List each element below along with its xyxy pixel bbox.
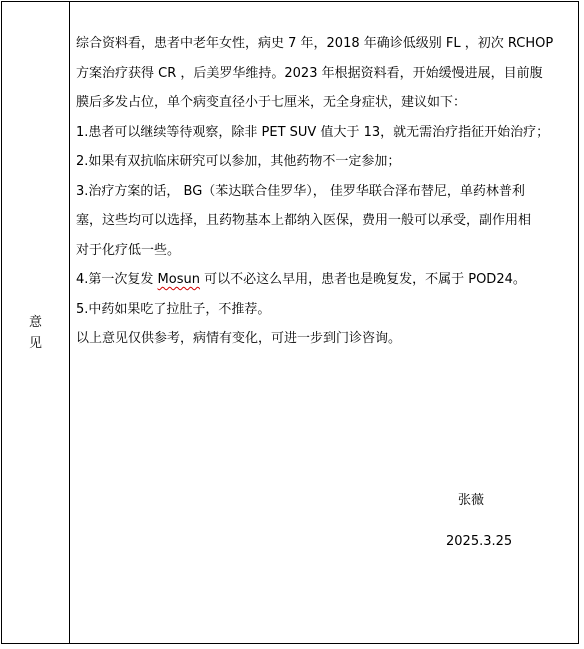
recommendation-3-cont: 塞，这些均可以选择，且药物基本上都纳入医保，费用一般可以承受，副作用相 xyxy=(76,213,532,228)
paragraph-line: 膜后多发占位，单个病变直径小于七厘米，无全身症状，建议如下： xyxy=(76,95,467,110)
paragraph-line: 方案治疗获得 CR ，后美罗华维持。2023 年根据资料看，开始缓慢进展，目前腹 xyxy=(76,65,543,81)
signature-name: 张薇 xyxy=(458,493,485,508)
column-divider xyxy=(69,2,70,643)
label-char-2: 见 xyxy=(28,336,42,351)
rec4-prefix: 4.第一次复发 xyxy=(76,272,158,287)
paragraph-line: 综合资料看，患者中老年女性，病史 7 年，2018 年确诊低级别 FL ，初次 RCHOP xyxy=(76,36,554,51)
recommendation-1: 1.患者可以继续等待观察，除非 PET SUV 值大于 13，就无需治疗指征开始治疗； xyxy=(76,124,550,140)
opinion-content xyxy=(76,29,574,354)
closing-note: 以上意见仅供参考，病情有变化，可进一步到门诊咨询。 xyxy=(76,331,402,346)
recommendation-3-end: 对于化疗低一些。 xyxy=(76,242,181,258)
recommendation-4 xyxy=(76,265,574,295)
spellcheck-word: Mosun xyxy=(157,272,200,287)
recommendation-3: 3.治疗方案的话， BG（苯达联合佳罗华）， 佳罗华联合泽布替尼，单药林普利 xyxy=(76,183,525,199)
rec4-suffix: 可以不必这么早用，患者也是晚复发，不属于 POD24。 xyxy=(199,272,526,287)
opinion-label xyxy=(2,312,69,354)
recommendation-5: 5.中药如果吃了拉肚子，不推荐。 xyxy=(76,301,271,317)
recommendation-2: 2.如果有双抗临床研究可以参加，其他药物不一定参加； xyxy=(76,154,401,169)
label-char-1: 意 xyxy=(28,315,42,330)
signature-date: 2025.3.25 xyxy=(446,534,513,549)
